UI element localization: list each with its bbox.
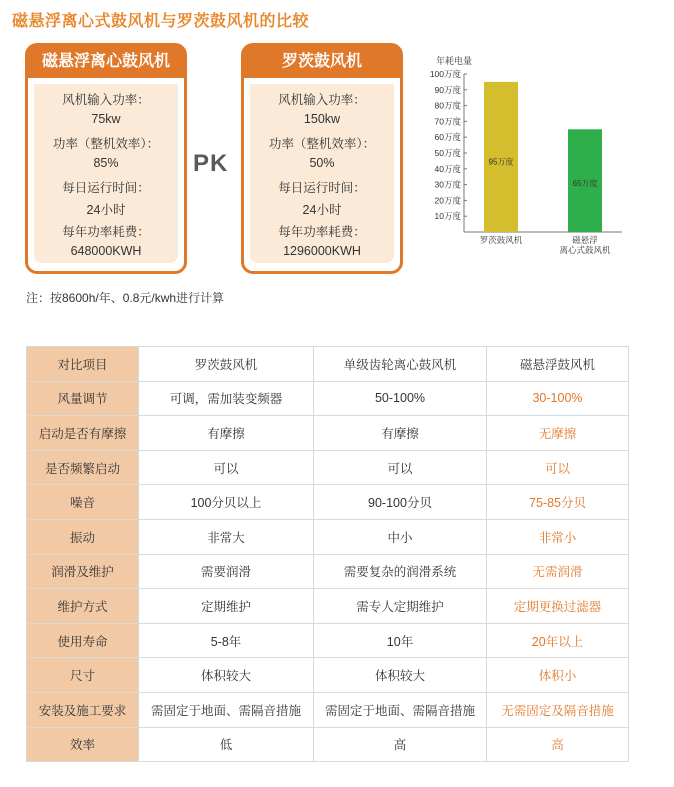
table-cell: 90-100分贝 bbox=[314, 485, 487, 520]
table-cell: 无需固定及隔音措施 bbox=[487, 692, 629, 727]
table-cell: 20年以上 bbox=[487, 623, 629, 658]
x-category-label: 罗茨鼓风机 bbox=[479, 235, 523, 245]
energy-bar-chart bbox=[428, 50, 628, 270]
table-cell: 有摩擦 bbox=[314, 416, 487, 451]
table-row-label: 噪音 bbox=[27, 485, 139, 520]
table-cell: 可以 bbox=[139, 450, 314, 485]
table-row bbox=[27, 727, 629, 762]
table-cell: 无需润滑 bbox=[487, 554, 629, 589]
table-row bbox=[27, 554, 629, 589]
table-row bbox=[27, 519, 629, 554]
spec-label: 每年功率耗费： bbox=[62, 225, 150, 239]
table-header-cell: 对比项目 bbox=[27, 347, 139, 382]
table-cell: 需要复杂的润滑系统 bbox=[314, 554, 487, 589]
table-row-label: 维护方式 bbox=[27, 589, 139, 624]
table-row-label: 启动是否有摩擦 bbox=[27, 416, 139, 451]
bar-data-label: 95万度 bbox=[488, 157, 514, 167]
table-row-label: 润滑及维护 bbox=[27, 554, 139, 589]
spec-label: 每日运行时间： bbox=[278, 181, 366, 195]
table-cell: 30-100% bbox=[487, 381, 629, 416]
spec-label: 每年功率耗费： bbox=[278, 225, 366, 239]
table-cell: 定期更换过滤器 bbox=[487, 589, 629, 624]
table-row-label: 振动 bbox=[27, 519, 139, 554]
page-title: 磁悬浮离心式鼓风机与罗茨鼓风机的比较 bbox=[12, 13, 310, 30]
table-cell: 体积小 bbox=[487, 658, 629, 693]
table-row bbox=[27, 658, 629, 693]
table-cell: 10年 bbox=[314, 623, 487, 658]
table-cell: 非常小 bbox=[487, 519, 629, 554]
spec-value: 24小时 bbox=[302, 203, 342, 217]
maglev-card-header: 磁悬浮离心鼓风机 bbox=[28, 46, 184, 78]
table-row bbox=[27, 416, 629, 451]
y-tick-label: 40万度 bbox=[434, 163, 461, 174]
table-row-label: 安装及施工要求 bbox=[27, 692, 139, 727]
table-header-row bbox=[27, 347, 629, 382]
table-cell: 中小 bbox=[314, 519, 487, 554]
bar-data-label: 65万度 bbox=[572, 178, 598, 188]
table-row bbox=[27, 589, 629, 624]
spec-value: 50% bbox=[309, 156, 335, 170]
table-row-label: 效率 bbox=[27, 727, 139, 762]
spec-value: 150kw bbox=[303, 112, 341, 126]
table-cell: 低 bbox=[139, 727, 314, 762]
table-row-label: 尺寸 bbox=[27, 658, 139, 693]
x-category-label: 离心式鼓风机 bbox=[559, 245, 611, 255]
table-row bbox=[27, 623, 629, 658]
table-cell: 需固定于地面、需隔音措施 bbox=[314, 692, 487, 727]
table-cell: 高 bbox=[487, 727, 629, 762]
spec-value: 85% bbox=[93, 156, 119, 170]
table-header-cell: 磁悬浮鼓风机 bbox=[487, 347, 629, 382]
roots-card-header: 罗茨鼓风机 bbox=[244, 46, 400, 78]
table-cell: 有摩擦 bbox=[139, 416, 314, 451]
pk-label: PK bbox=[193, 150, 229, 177]
spec-label: 每日运行时间： bbox=[62, 181, 150, 195]
table-cell: 需固定于地面、需隔音措施 bbox=[139, 692, 314, 727]
table-cell: 体积较大 bbox=[139, 658, 314, 693]
y-tick-label: 20万度 bbox=[434, 195, 461, 206]
table-cell: 50-100% bbox=[314, 381, 487, 416]
table-cell: 可以 bbox=[487, 450, 629, 485]
y-tick-label: 50万度 bbox=[434, 148, 461, 158]
roots-spec-card bbox=[241, 43, 403, 274]
x-category-label: 磁悬浮 bbox=[572, 235, 598, 245]
table-cell: 5-8年 bbox=[139, 623, 314, 658]
comparison-table bbox=[26, 346, 629, 762]
y-tick-label: 60万度 bbox=[434, 132, 461, 143]
table-row bbox=[27, 692, 629, 727]
calculation-note: 注：按8600h/年、0.8元/kwh进行计算 bbox=[26, 291, 225, 305]
spec-value: 75kw bbox=[91, 112, 121, 126]
table-cell: 可以 bbox=[314, 450, 487, 485]
table-cell: 需专人定期维护 bbox=[314, 589, 487, 624]
table-row-label: 使用寿命 bbox=[27, 623, 139, 658]
spec-label: 风机输入功率： bbox=[278, 93, 366, 107]
spec-label: 功率（整机效率）： bbox=[268, 137, 376, 151]
table-row-label: 风量调节 bbox=[27, 381, 139, 416]
roots-card-body bbox=[250, 84, 394, 263]
table-cell: 100分贝以上 bbox=[139, 485, 314, 520]
table-row-label: 是否频繁启动 bbox=[27, 450, 139, 485]
y-axis-label: 年耗电量 bbox=[436, 56, 473, 66]
table-row bbox=[27, 381, 629, 416]
y-tick-label: 70万度 bbox=[434, 116, 461, 127]
maglev-card-body bbox=[34, 84, 178, 263]
table-row bbox=[27, 485, 629, 520]
y-tick-label: 80万度 bbox=[434, 100, 461, 111]
y-tick-label: 10万度 bbox=[434, 211, 461, 222]
table-cell: 高 bbox=[314, 727, 487, 762]
table-row bbox=[27, 450, 629, 485]
table-cell: 非常大 bbox=[139, 519, 314, 554]
y-tick-label: 100万度 bbox=[429, 69, 461, 79]
maglev-spec-card bbox=[25, 43, 187, 274]
table-header-cell: 单级齿轮离心鼓风机 bbox=[314, 347, 487, 382]
table-cell: 需要润滑 bbox=[139, 554, 314, 589]
spec-value: 1296000KWH bbox=[283, 244, 361, 258]
table-cell: 无摩擦 bbox=[487, 416, 629, 451]
y-tick-label: 30万度 bbox=[434, 179, 461, 190]
spec-value: 648000KWH bbox=[70, 244, 142, 258]
table-cell: 体积较大 bbox=[314, 658, 487, 693]
y-tick-label: 90万度 bbox=[434, 84, 461, 95]
table-cell: 定期维护 bbox=[139, 589, 314, 624]
spec-value: 24小时 bbox=[86, 203, 126, 217]
table-header-cell: 罗茨鼓风机 bbox=[139, 347, 314, 382]
spec-label: 风机输入功率： bbox=[62, 93, 150, 107]
table-cell: 75-85分贝 bbox=[487, 485, 629, 520]
spec-label: 功率（整机效率）： bbox=[52, 137, 160, 151]
table-cell: 可调，需加装变频器 bbox=[139, 381, 314, 416]
